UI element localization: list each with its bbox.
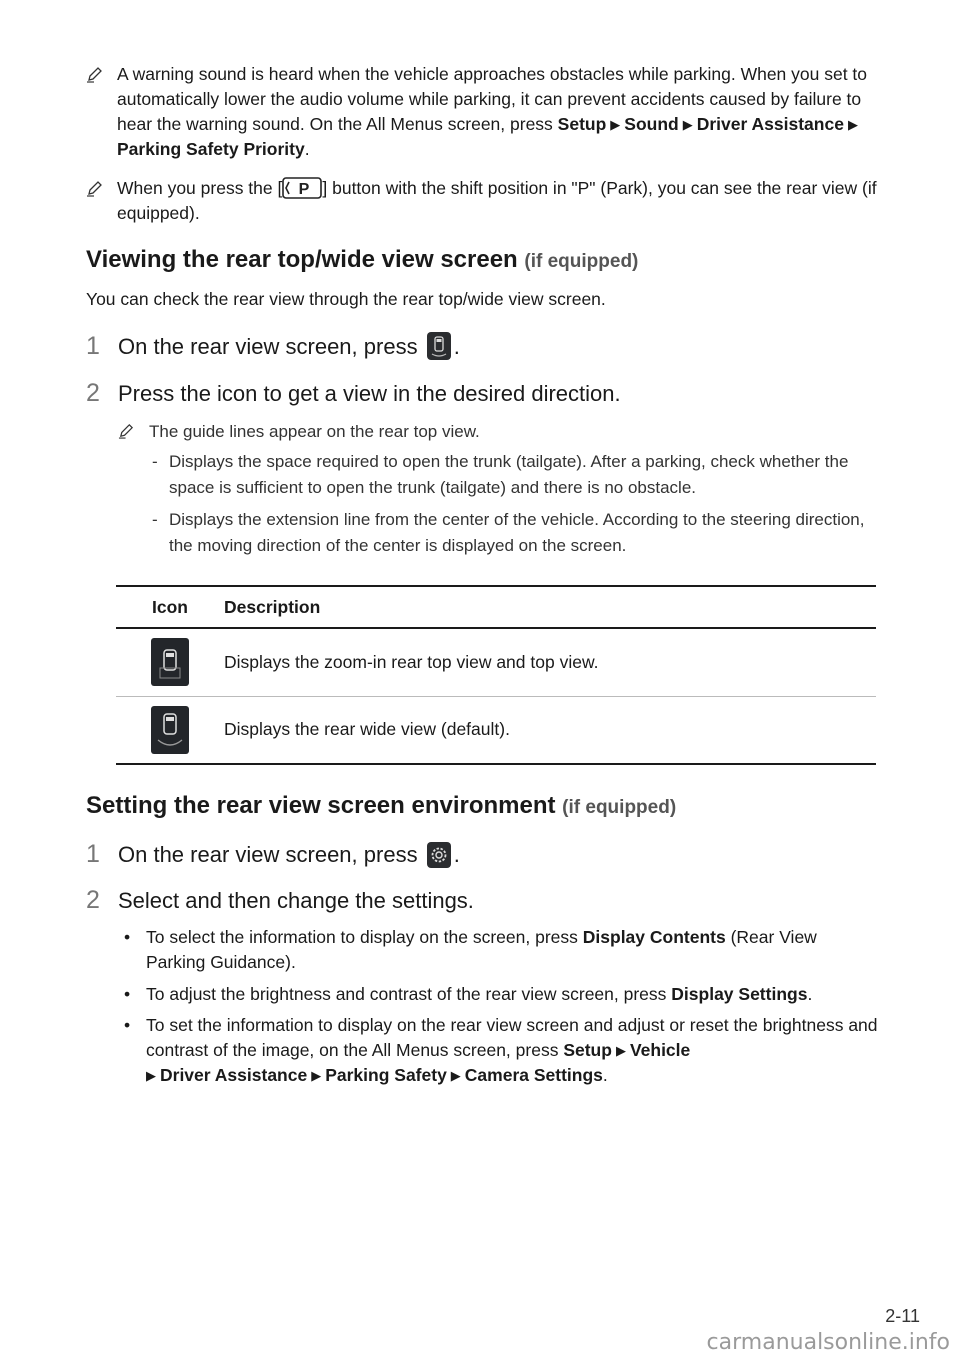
menu-path-vehicle: Vehicle [629, 1040, 691, 1060]
bullet-camera-settings: • To set the information to display on the rear view screen and adjust or reset the brightness and contrast of the image, on the All Menus screen, press Setup ▶ Vehicle ▶ Driver Assistance ▶ Parking Safety ▶ Camera Settings. [120, 1013, 880, 1088]
park-assist-p-icon [282, 177, 322, 199]
rear-wide-view-icon[interactable] [151, 706, 189, 754]
pencil-note-icon [86, 179, 104, 197]
arrow-right-icon: ▶ [146, 1068, 156, 1083]
arrow-right-icon: ▶ [682, 117, 693, 132]
section-heading-rear-view-environment: Setting the rear view screen environment (if equipped) [86, 792, 677, 819]
table-row [116, 628, 876, 696]
watermark: carmanualsonline.info [706, 1330, 950, 1355]
icon-description-table [116, 585, 876, 765]
column-header-icon: Icon [116, 586, 224, 628]
table-row [116, 696, 876, 764]
guide-lines-note: The guide lines appear on the rear top view. [118, 419, 878, 444]
menu-path-driver-assistance: Driver Assistance [696, 114, 844, 134]
step-1: 1 On the rear view screen, press . [86, 332, 460, 360]
column-header-description: Description [224, 586, 876, 628]
pencil-note-icon [86, 65, 104, 83]
note-text: A warning sound is heard when the vehicle approaches obstacles while parking. When you set to automatically lower the audio volume while parking, it can prevent accidents caused by failure to hear the warning sound. On the All Menus screen, press Setup ▶ Sound ▶ Driver Assistance ▶Parking Safety Priority. [117, 64, 868, 159]
menu-display-contents: Display Contents [582, 927, 726, 947]
menu-path-camera-settings: Camera Settings [464, 1065, 603, 1085]
step-1: 1 On the rear view screen, press . [86, 840, 460, 868]
pencil-note-icon [118, 422, 135, 439]
arrow-right-icon: ▶ [450, 1068, 461, 1083]
menu-path-setup: Setup [557, 114, 607, 134]
arrow-right-icon: ▶ [311, 1068, 322, 1083]
arrow-right-icon: ▶ [610, 117, 621, 132]
menu-display-settings: Display Settings [671, 984, 808, 1004]
menu-path-parking-safety: Parking Safety [325, 1065, 447, 1085]
warning-sound-note [86, 62, 886, 162]
arrow-right-icon: ▶ [847, 117, 858, 132]
table-header-row [116, 586, 876, 628]
settings-gear-icon[interactable] [427, 842, 451, 868]
dash-item-extension-line: - Displays the extension line from the center of the vehicle. According to the steering direction, the moving direction of the center is displayed on the screen. [152, 510, 865, 555]
svg-text:P: P [299, 181, 310, 198]
rear-top-view-icon[interactable] [151, 638, 189, 686]
page-number: 2-11 [885, 1306, 920, 1326]
dash-item-trunk-space: - Displays the space required to open the trunk (tailgate). After a parking, check whether the space is sufficient to open the trunk (tailgate) and there is no obstacle. [152, 452, 849, 497]
bullet-display-settings: • To adjust the brightness and contrast of the rear view screen, press Display Settings. [124, 984, 813, 1004]
table-cell-description: Displays the rear wide view (default). [224, 696, 876, 764]
park-button-note: When you press the [ P ] button with the shift position in "P" (Park), you can see the rear view (if equipped). [86, 176, 886, 226]
table-cell-description: Displays the zoom-in rear top view and top view. [224, 628, 876, 696]
arrow-right-icon: ▶ [615, 1043, 626, 1058]
menu-path-setup: Setup [563, 1040, 612, 1060]
step-2: 2 Select and then change the settings. [86, 886, 474, 914]
bullet-display-contents: • To select the information to display on the screen, press Display Contents (Rear View Parking Guidance). [124, 927, 817, 972]
section-heading-rear-top-wide: Viewing the rear top/wide view screen (if equipped) [86, 246, 639, 273]
rear-top-view-icon[interactable] [427, 332, 451, 360]
step-2: 2 Press the icon to get a view in the desired direction. [86, 379, 621, 407]
menu-path-parking-safety-priority: Parking Safety Priority [117, 139, 305, 159]
menu-path-driver-assistance: Driver Assistance [160, 1065, 308, 1085]
menu-path-sound: Sound [624, 114, 679, 134]
section-intro: You can check the rear view through the rear top/wide view screen. [86, 289, 606, 309]
